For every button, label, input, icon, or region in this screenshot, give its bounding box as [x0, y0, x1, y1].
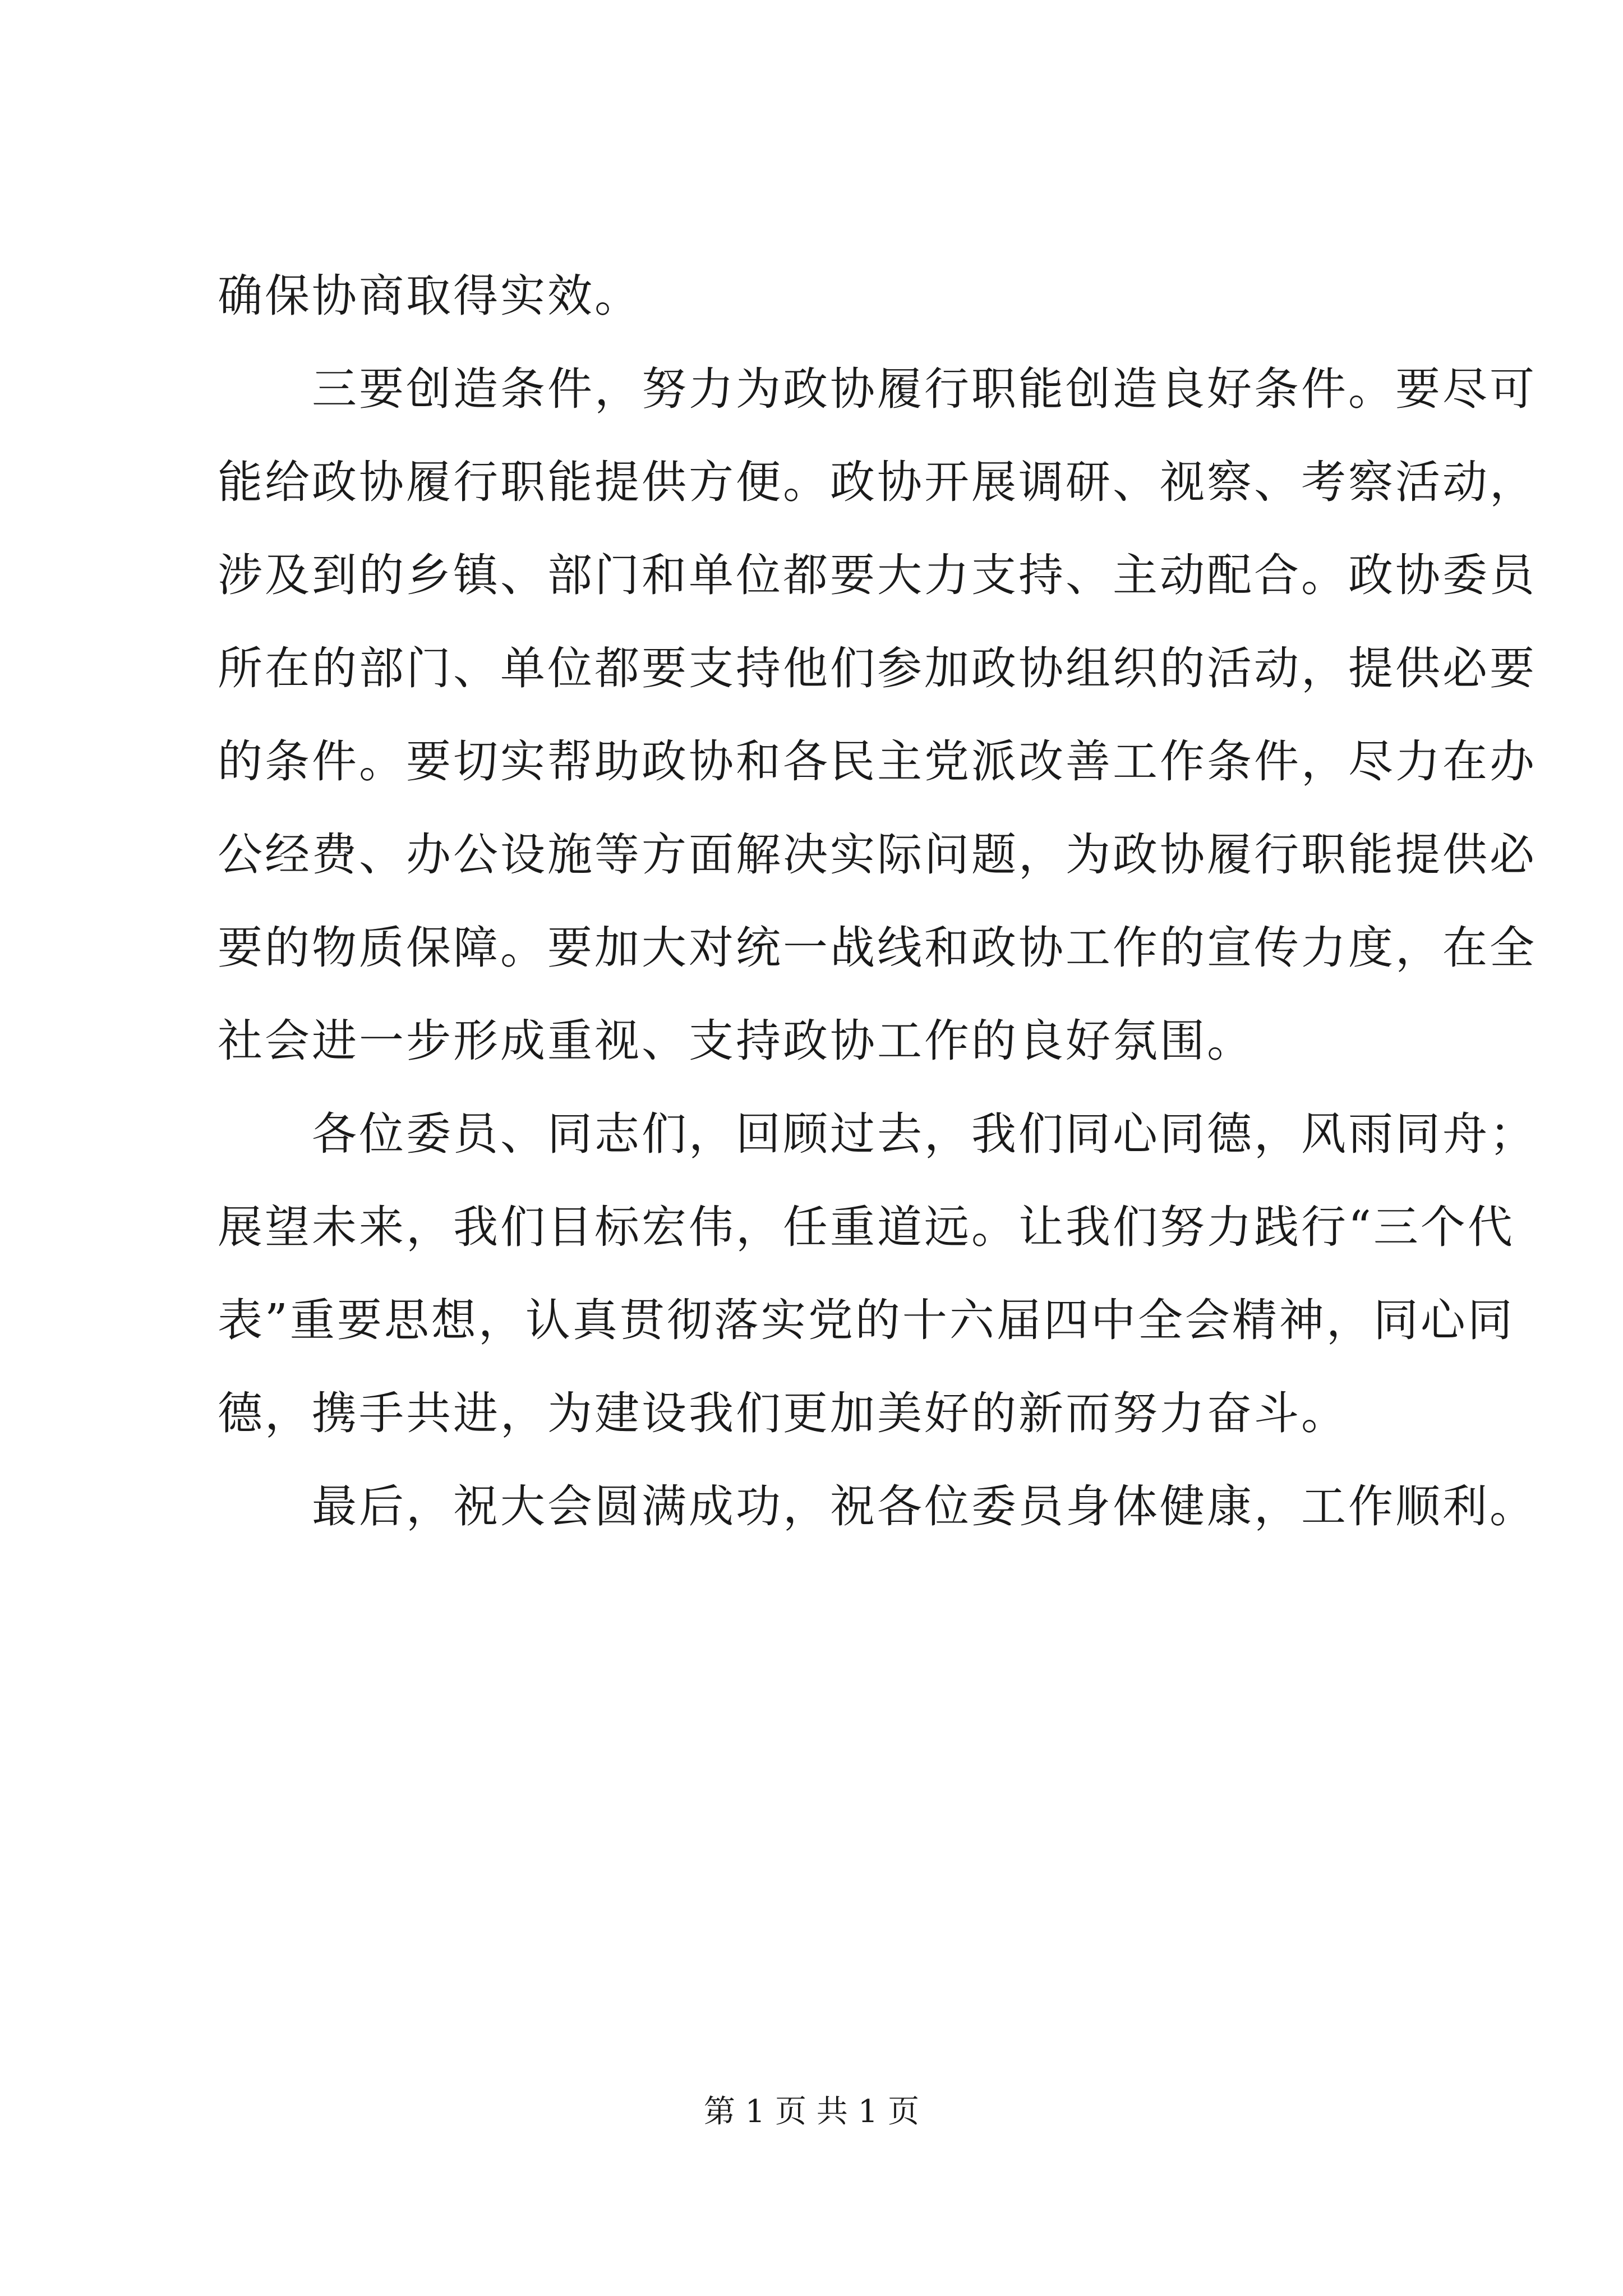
paragraph-start-line: 最后，祝大会圆满成功，祝各位委员身体健康，工作顺利。: [312, 1480, 1537, 1533]
text-line: 涉及到的乡镇、部门和单位都要大力支持、主动配合。政协委员: [218, 549, 1537, 601]
text-line: 的条件。要切实帮助政协和各民主党派改善工作条件，尽力在办: [218, 735, 1537, 788]
text-line: 表”重要思想，认真贯彻落实党的十六届四中全会精神，同心同: [218, 1294, 1515, 1346]
document-body: [218, 250, 1537, 1553]
page-footer: [0, 2090, 1623, 2134]
text-line: 所在的部门、单位都要支持他们参加政协组织的活动，提供必要: [218, 642, 1537, 694]
text-line: 确保协商取得实效。: [218, 270, 642, 322]
paragraph-start-line: 各位委员、同志们，回顾过去，我们同心同德，风雨同舟；: [312, 1108, 1537, 1160]
paragraph-start-line: 三要创造条件，努力为政协履行职能创造良好条件。要尽可: [312, 363, 1537, 415]
text-line: 要的物质保障。要加大对统一战线和政协工作的宣传力度，在全: [218, 922, 1537, 974]
page-number-label: 第 1 页 共 1 页: [703, 2093, 920, 2130]
text-line: 社会进一步形成重视、支持政协工作的良好氛围。: [218, 1015, 1254, 1067]
text-line: 公经费、办公设施等方面解决实际问题，为政协履行职能提供必: [218, 829, 1537, 881]
text-line: 能给政协履行职能提供方便。政协开展调研、视察、考察活动，: [218, 456, 1537, 508]
text-line: 德，携手共进，为建设我们更加美好的新而努力奋斗。: [218, 1387, 1348, 1439]
text-line: 展望未来，我们目标宏伟，任重道远。让我们努力践行“三个代: [218, 1201, 1515, 1253]
